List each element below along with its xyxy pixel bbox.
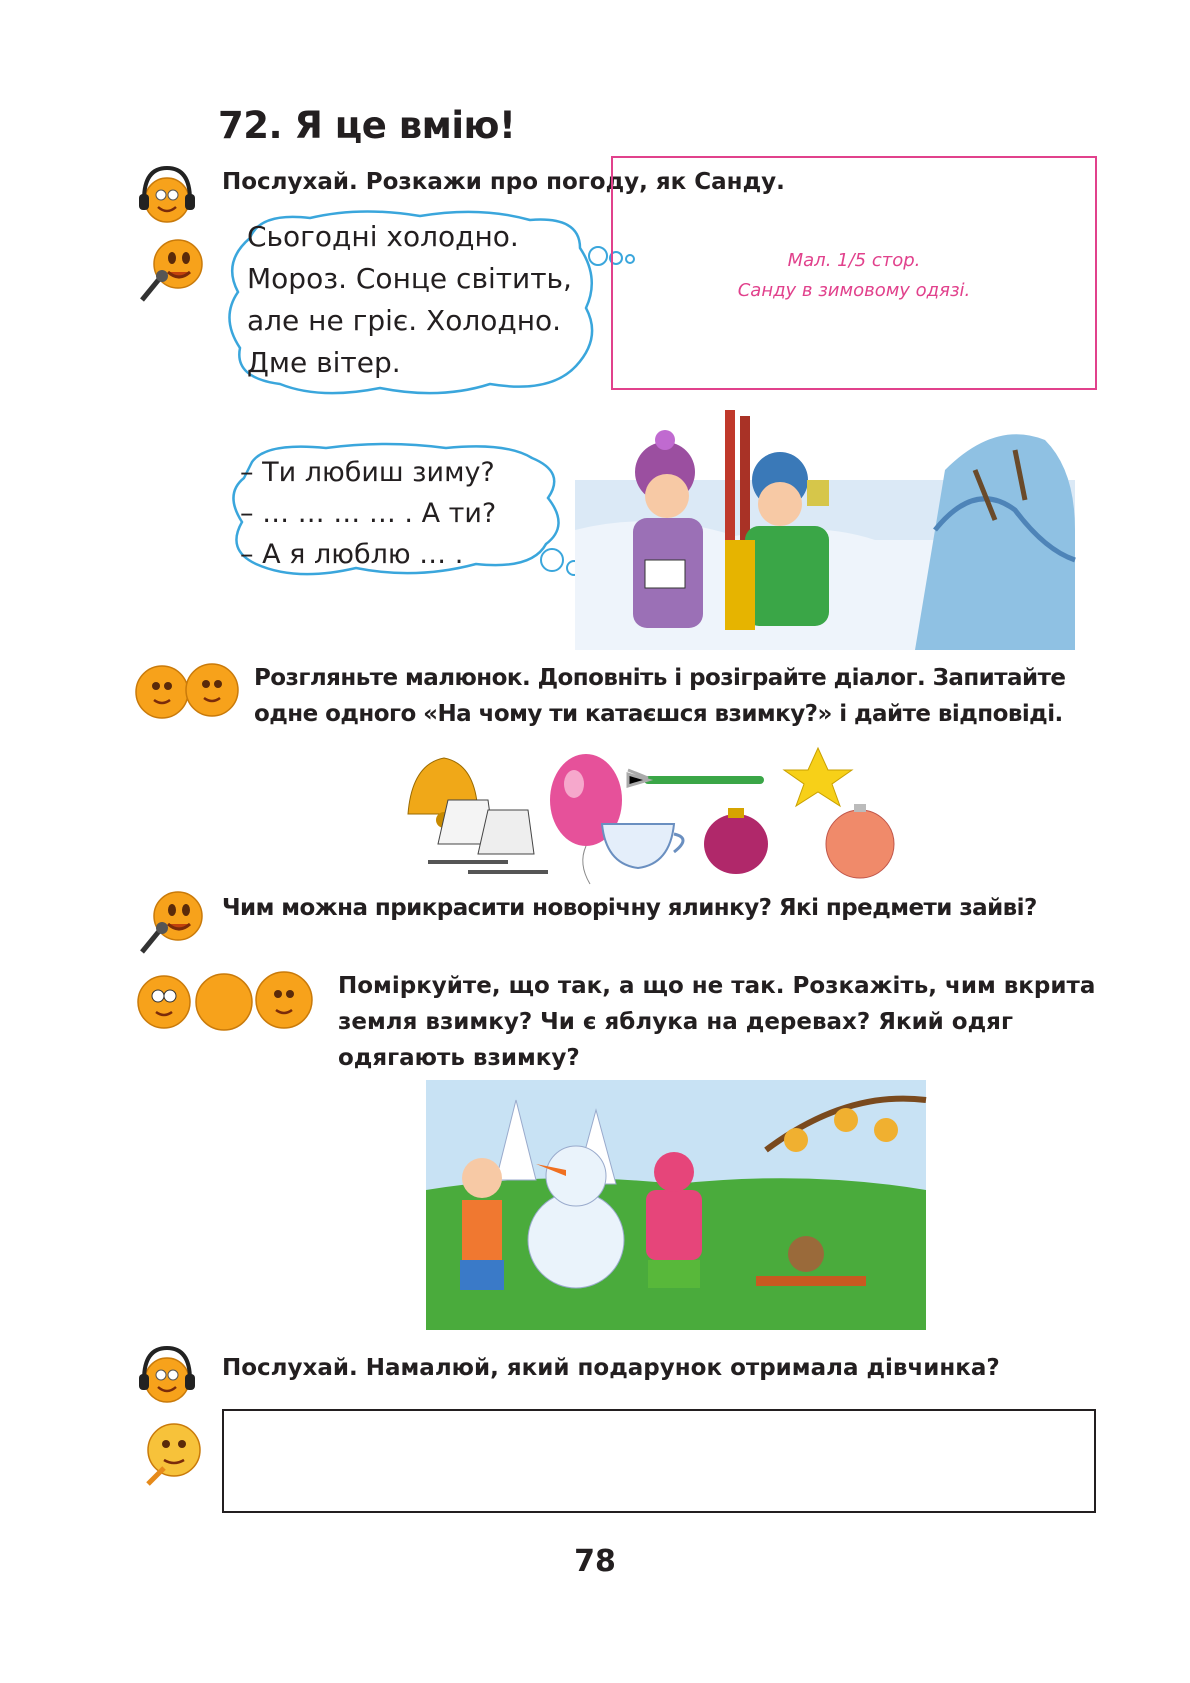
balloon-icon <box>550 754 622 884</box>
headphones-smiley-icon <box>132 1340 202 1410</box>
ornament-icon <box>704 808 768 874</box>
task5-instruction: Послухай. Намалюй, який подарунок отримала дівчинка? <box>222 1355 1000 1381</box>
headphones-smiley-icon <box>132 160 202 230</box>
drawing-answer-box[interactable] <box>222 1409 1096 1513</box>
bubble-line: Дме вітер. <box>247 346 401 379</box>
placeholder-line: Санду в зимовому одязі. <box>737 280 971 301</box>
children-winter-illustration <box>575 410 1075 650</box>
pair-talk-icon <box>132 654 244 724</box>
task3-instruction: Чим можна прикрасити новорічну ялинку? Які предмети зайві? <box>222 895 1037 921</box>
microphone-smiley-icon <box>134 232 210 306</box>
bubble-line: але не гріє. Холодно. <box>247 304 562 337</box>
dialog-line: – … … … … . А ти? <box>240 498 497 529</box>
microphone-smiley-icon <box>134 884 210 958</box>
task2-instruction <box>254 660 1065 732</box>
task4-instruction <box>338 968 1098 1076</box>
task1-instruction: Послухай. Розкажи про погоду, як Санду. <box>222 169 785 195</box>
pencil-smiley-icon <box>134 1418 208 1490</box>
instruction-line: одне одного «На чому ти катаєшся взимку?» і дайте відповіді. <box>254 701 1063 727</box>
group-talk-icon <box>132 964 332 1034</box>
christmas-ball-icon <box>826 804 894 878</box>
bubble-line: Мороз. Сонце світить, <box>247 262 572 295</box>
fork-icon <box>628 770 764 786</box>
star-icon <box>784 748 852 806</box>
dialog-line: – А я люблю … . <box>240 539 464 570</box>
dialog-line: – Ти любиш зиму? <box>240 457 495 488</box>
snowman-scene-illustration <box>426 1080 926 1330</box>
lesson-title: 72. Я це вмію! <box>218 104 516 147</box>
instruction-line: земля взимку? Чи є яблука на деревах? Який одяг <box>338 1009 1013 1035</box>
instruction-line: одягають взимку? <box>338 1045 580 1071</box>
bubble-line: Сьогодні холодно. <box>247 220 519 253</box>
objects-row-illustration <box>398 744 938 894</box>
instruction-line: Поміркуйте, що так, а що не так. Розкажіть, чим вкрита <box>338 973 1096 999</box>
cup-icon <box>602 824 683 868</box>
image-placeholder-caption <box>611 246 1097 306</box>
placeholder-line: Мал. 1/5 стор. <box>787 250 921 271</box>
instruction-line: Розгляньте малюнок. Доповніть і розіграйте діалог. Запитайте <box>254 665 1066 691</box>
page-number: 78 <box>574 1544 616 1579</box>
skates-icon <box>428 800 548 872</box>
